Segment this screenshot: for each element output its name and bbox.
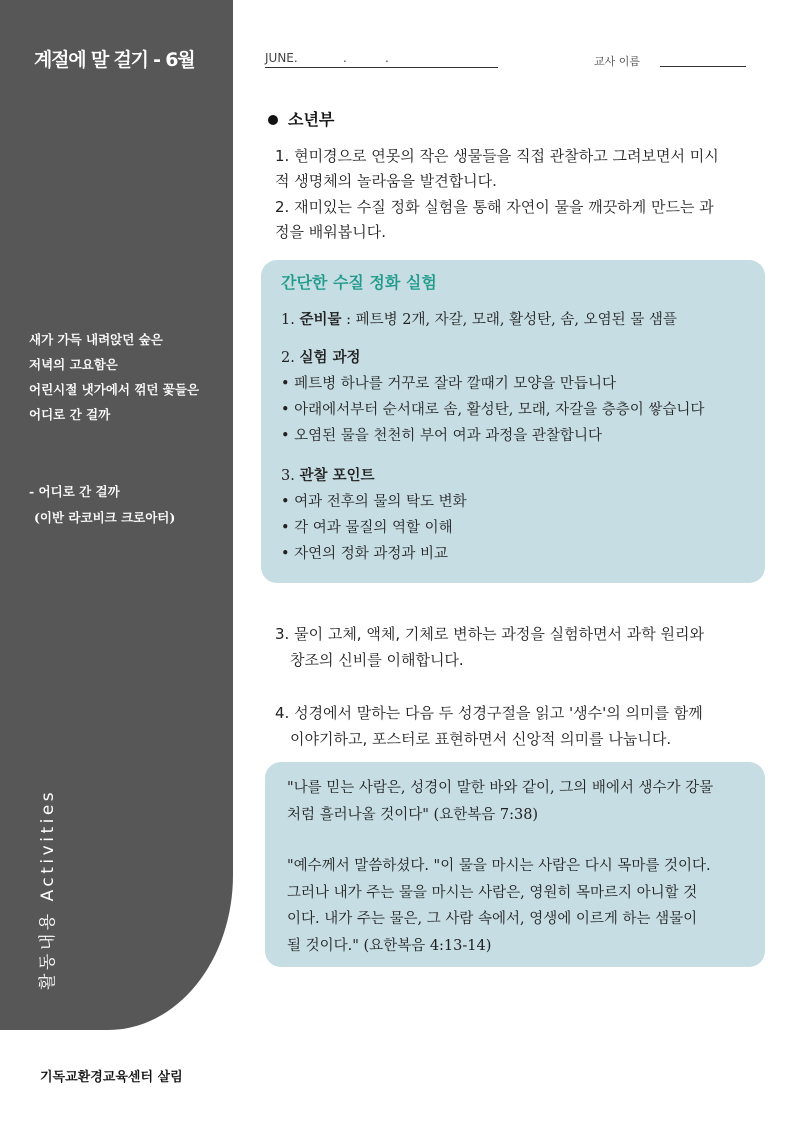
poem-title: - 어디로 간 걸까 — [29, 484, 120, 499]
intro-items — [275, 144, 775, 246]
verse-line: 이다. 내가 주는 물은, 그 사람 속에서, 영생에 이르게 하는 샘물이 — [287, 911, 698, 927]
verse-line: 처럼 흘러나올 것이다" (요한복음 7:38) — [287, 806, 539, 823]
materials-line — [281, 309, 755, 331]
bullet-dot-icon — [268, 115, 278, 125]
observation-point: • 각 여과 물질의 역할 이해 — [281, 520, 453, 536]
verse-john-4-13 — [287, 853, 755, 959]
paragraph-line: 적 생명체의 놀라움을 발견합니다. — [275, 172, 497, 191]
observation-label: 관찰 포인트 — [299, 467, 375, 484]
poem-line: 어디로 간 걸까 — [29, 407, 111, 422]
paragraph-line: 3. 물이 고체, 액체, 기체로 변하는 과정을 실험하면서 과학 원리와 — [275, 625, 705, 643]
procedure-label: 실험 과정 — [299, 349, 361, 366]
paragraph-line: 이야기하고, 포스터로 표현하면서 신앙적 의미를 나눕니다. — [290, 730, 672, 748]
poem-line: 어린시절 냇가에서 꺾던 꽃들은 — [29, 382, 200, 397]
experiment-box — [261, 260, 765, 583]
verse-line: 그러나 내가 주는 물을 마시는 사람은, 영원히 목마르지 아니할 것 — [287, 884, 698, 901]
section-title: 소년부 — [288, 110, 335, 129]
page-title: 계절에 말 걸기 - 6월 — [34, 49, 195, 71]
poem-line: 저녁의 고요함은 — [29, 357, 118, 372]
paragraph-line: 정을 배워봅니다. — [275, 223, 386, 242]
observation-number: 3. — [281, 468, 300, 484]
footer-organization: 기독교환경교육센터 살림 — [40, 1070, 183, 1085]
procedure-group — [281, 345, 755, 449]
paragraph-line: 2. 재미있는 수질 정화 실험을 통해 자연이 물을 깨끗하게 만드는 과 — [275, 197, 714, 216]
poem-citation — [29, 479, 229, 531]
date-month: JUNE. — [265, 51, 298, 65]
date-separator: . — [385, 51, 389, 65]
observation-point: • 여과 전후의 물의 탁도 변화 — [281, 494, 467, 510]
bible-verse-box — [265, 762, 765, 967]
date-field — [265, 50, 498, 68]
poem-author: (이반 라코비크 크로아터) — [34, 510, 176, 525]
observation-group — [281, 463, 755, 567]
teacher-name-blank — [660, 66, 746, 67]
materials-label: 준비물 — [299, 311, 342, 328]
procedure-number: 2. — [281, 350, 300, 366]
paragraph-line: 창조의 신비를 이해합니다. — [290, 651, 464, 669]
activity-item-4 — [275, 700, 780, 752]
procedure-step: • 오염된 물을 천천히 부어 여과 과정을 관찰합니다 — [281, 428, 602, 444]
verse-line: "나를 믿는 사람은, 성경이 말한 바와 같이, 그의 배에서 생수가 강물 — [287, 780, 714, 796]
verse-line: 될 것이다." (요한복음 4:13-14) — [287, 937, 492, 954]
verse-line: "예수께서 말씀하셨다. "이 물을 마시는 사람은 다시 목마를 것이다. — [287, 858, 711, 874]
materials-number: 1. — [281, 312, 300, 328]
teacher-name-label: 교사 이름 — [594, 55, 641, 68]
observation-point: • 자연의 정화 과정과 비교 — [281, 546, 449, 562]
materials-text: : 페트병 2개, 자갈, 모래, 활성탄, 솜, 오염된 물 샘플 — [341, 312, 677, 328]
date-separator: . — [343, 51, 347, 65]
sidebar — [0, 0, 233, 1030]
procedure-step: • 페트병 하나를 거꾸로 잘라 깔때기 모양을 만듭니다 — [281, 376, 616, 392]
verse-john-7-38 — [287, 775, 755, 828]
procedure-title — [281, 345, 755, 371]
poem-line: 새가 가득 내려앉던 숲은 — [29, 332, 163, 347]
section-label-vertical: 활동내용 Activities — [38, 788, 58, 990]
procedure-step: • 아래에서부터 순서대로 솜, 활성탄, 모래, 자갈을 층층이 쌓습니다 — [281, 402, 705, 418]
paragraph-line: 4. 성경에서 말하는 다음 두 성경구절을 읽고 '생수'의 의미를 함께 — [275, 704, 703, 722]
observation-title — [281, 463, 755, 489]
activity-item-3 — [275, 621, 780, 673]
paragraph-line: 1. 현미경으로 연못의 작은 생물들을 직접 관찰하고 그려보면서 미시 — [275, 147, 719, 165]
poem — [29, 327, 229, 427]
experiment-heading: 간단한 수질 정화 실험 — [281, 273, 437, 292]
